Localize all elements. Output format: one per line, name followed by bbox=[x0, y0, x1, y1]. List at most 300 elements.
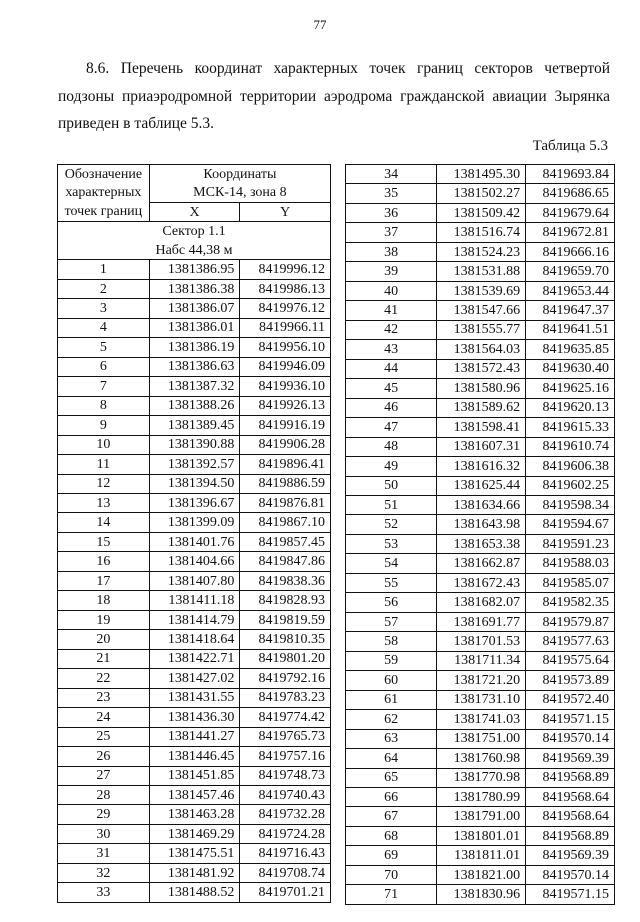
table-row bbox=[58, 824, 331, 843]
coord-y: 8419635.85 bbox=[526, 340, 615, 359]
coord-x: 1381488.52 bbox=[149, 883, 240, 902]
table-row bbox=[58, 610, 331, 629]
coord-x: 1381463.28 bbox=[149, 805, 240, 824]
point-number: 24 bbox=[58, 708, 150, 727]
coord-y: 8419568.89 bbox=[526, 768, 615, 787]
coord-x: 1381821.00 bbox=[437, 865, 526, 884]
point-number: 36 bbox=[346, 203, 437, 222]
coord-x: 1381387.32 bbox=[149, 377, 240, 396]
table-row bbox=[58, 416, 331, 435]
point-number: 5 bbox=[58, 338, 150, 357]
coord-x: 1381672.43 bbox=[437, 573, 526, 592]
coord-y: 8419986.13 bbox=[240, 279, 331, 298]
coord-x: 1381598.41 bbox=[437, 418, 526, 437]
coord-y: 8419588.03 bbox=[526, 554, 615, 573]
point-number: 49 bbox=[346, 457, 437, 476]
coord-y: 8419570.14 bbox=[526, 729, 615, 748]
table-row bbox=[346, 593, 615, 612]
point-number: 47 bbox=[346, 418, 437, 437]
point-number: 3 bbox=[58, 299, 150, 318]
paragraph bbox=[58, 55, 610, 138]
table-row bbox=[58, 455, 331, 474]
coord-x: 1381721.20 bbox=[437, 671, 526, 690]
coord-x: 1381801.01 bbox=[437, 826, 526, 845]
point-number: 53 bbox=[346, 534, 437, 553]
coord-x: 1381394.50 bbox=[149, 474, 240, 493]
coord-x: 1381502.27 bbox=[437, 184, 526, 203]
table-row bbox=[346, 768, 615, 787]
coord-y: 8419792.16 bbox=[240, 669, 331, 688]
coord-x: 1381691.77 bbox=[437, 612, 526, 631]
table-row bbox=[58, 493, 331, 512]
coord-x: 1381731.10 bbox=[437, 690, 526, 709]
coord-y: 8419757.16 bbox=[240, 747, 331, 766]
point-number: 63 bbox=[346, 729, 437, 748]
coord-x: 1381495.30 bbox=[437, 165, 526, 184]
point-number: 52 bbox=[346, 515, 437, 534]
table-row bbox=[58, 786, 331, 805]
coord-x: 1381616.32 bbox=[437, 457, 526, 476]
coord-y: 8419610.74 bbox=[526, 437, 615, 456]
coord-x: 1381791.00 bbox=[437, 807, 526, 826]
coord-y: 8419783.23 bbox=[240, 688, 331, 707]
page-number: 77 bbox=[313, 17, 327, 32]
table-row bbox=[346, 262, 615, 281]
coord-x: 1381386.19 bbox=[149, 338, 240, 357]
table-row bbox=[346, 242, 615, 261]
coord-y: 8419765.73 bbox=[240, 727, 331, 746]
coord-y: 8419701.21 bbox=[240, 883, 331, 902]
point-number: 57 bbox=[346, 612, 437, 631]
point-number: 18 bbox=[58, 591, 150, 610]
point-number: 65 bbox=[346, 768, 437, 787]
point-number: 67 bbox=[346, 807, 437, 826]
table-row bbox=[346, 573, 615, 592]
table-row bbox=[58, 630, 331, 649]
point-number: 40 bbox=[346, 281, 437, 300]
coord-y: 8419916.19 bbox=[240, 416, 331, 435]
coord-y: 8419679.64 bbox=[526, 203, 615, 222]
point-number: 43 bbox=[346, 340, 437, 359]
coord-x: 1381811.01 bbox=[437, 846, 526, 865]
table-row bbox=[346, 554, 615, 573]
point-number: 14 bbox=[58, 513, 150, 532]
table-row bbox=[58, 552, 331, 571]
table-header-row bbox=[58, 183, 331, 202]
coord-x: 1381780.99 bbox=[437, 788, 526, 807]
coord-x: 1381388.26 bbox=[149, 396, 240, 415]
coord-x: 1381418.64 bbox=[149, 630, 240, 649]
coord-x: 1381555.77 bbox=[437, 320, 526, 339]
table-row bbox=[58, 377, 331, 396]
table-row bbox=[346, 398, 615, 417]
table-row bbox=[58, 513, 331, 532]
table-row bbox=[346, 632, 615, 651]
table-row bbox=[58, 591, 331, 610]
table-row bbox=[346, 710, 615, 729]
table-row bbox=[346, 690, 615, 709]
coord-y: 8419598.34 bbox=[526, 495, 615, 514]
point-number: 71 bbox=[346, 885, 437, 904]
coord-y: 8419666.16 bbox=[526, 242, 615, 261]
sector-row bbox=[58, 241, 331, 260]
table-row bbox=[58, 747, 331, 766]
coord-x: 1381701.53 bbox=[437, 632, 526, 651]
point-number: 34 bbox=[346, 165, 437, 184]
point-number: 61 bbox=[346, 690, 437, 709]
coord-y: 8419625.16 bbox=[526, 379, 615, 398]
coord-x: 1381451.85 bbox=[149, 766, 240, 785]
point-number: 50 bbox=[346, 476, 437, 495]
table-row bbox=[346, 729, 615, 748]
point-number: 51 bbox=[346, 495, 437, 514]
coord-x: 1381390.88 bbox=[149, 435, 240, 454]
coord-y: 8419568.64 bbox=[526, 807, 615, 826]
point-number: 2 bbox=[58, 279, 150, 298]
table-row bbox=[58, 260, 331, 279]
coord-y: 8419615.33 bbox=[526, 418, 615, 437]
coord-y: 8419936.10 bbox=[240, 377, 331, 396]
coord-x: 1381386.95 bbox=[149, 260, 240, 279]
table-row bbox=[58, 649, 331, 668]
point-number: 59 bbox=[346, 651, 437, 670]
table-row bbox=[346, 184, 615, 203]
header-point-designation-3: точек границ bbox=[58, 202, 150, 221]
coord-y: 8419570.14 bbox=[526, 865, 615, 884]
coord-y: 8419569.39 bbox=[526, 846, 615, 865]
coord-x: 1381386.63 bbox=[149, 357, 240, 376]
coord-y: 8419585.07 bbox=[526, 573, 615, 592]
coord-y: 8419732.28 bbox=[240, 805, 331, 824]
coord-x: 1381741.03 bbox=[437, 710, 526, 729]
table-row bbox=[58, 318, 331, 337]
coord-y: 8419926.13 bbox=[240, 396, 331, 415]
point-number: 32 bbox=[58, 863, 150, 882]
coord-x: 1381386.07 bbox=[149, 299, 240, 318]
coord-y: 8419867.10 bbox=[240, 513, 331, 532]
table-row bbox=[346, 807, 615, 826]
point-number: 55 bbox=[346, 573, 437, 592]
coord-y: 8419594.67 bbox=[526, 515, 615, 534]
table-row bbox=[58, 669, 331, 688]
table-row bbox=[58, 708, 331, 727]
coord-y: 8419686.65 bbox=[526, 184, 615, 203]
coord-x: 1381414.79 bbox=[149, 610, 240, 629]
coord-x: 1381634.66 bbox=[437, 495, 526, 514]
coord-y: 8419606.38 bbox=[526, 457, 615, 476]
point-number: 9 bbox=[58, 416, 150, 435]
coord-x: 1381475.51 bbox=[149, 844, 240, 863]
coord-y: 8419582.35 bbox=[526, 593, 615, 612]
table-row bbox=[58, 279, 331, 298]
coord-x: 1381404.66 bbox=[149, 552, 240, 571]
coordinates-table-left bbox=[57, 164, 331, 903]
point-number: 6 bbox=[58, 357, 150, 376]
coord-y: 8419996.12 bbox=[240, 260, 331, 279]
coord-y: 8419896.41 bbox=[240, 455, 331, 474]
coord-x: 1381431.55 bbox=[149, 688, 240, 707]
coord-y: 8419876.81 bbox=[240, 493, 331, 512]
point-number: 7 bbox=[58, 377, 150, 396]
table-row bbox=[58, 688, 331, 707]
coord-y: 8419716.43 bbox=[240, 844, 331, 863]
point-number: 66 bbox=[346, 788, 437, 807]
table-row bbox=[346, 437, 615, 456]
table-row bbox=[346, 865, 615, 884]
table-row bbox=[58, 338, 331, 357]
coord-y: 8419620.13 bbox=[526, 398, 615, 417]
table-row bbox=[58, 299, 331, 318]
coord-y: 8419571.15 bbox=[526, 885, 615, 904]
point-number: 56 bbox=[346, 593, 437, 612]
table-header-row bbox=[58, 165, 331, 184]
coord-y: 8419647.37 bbox=[526, 301, 615, 320]
point-number: 17 bbox=[58, 571, 150, 590]
table-row bbox=[58, 435, 331, 454]
point-number: 8 bbox=[58, 396, 150, 415]
point-number: 10 bbox=[58, 435, 150, 454]
coord-x: 1381446.45 bbox=[149, 747, 240, 766]
coord-y: 8419828.93 bbox=[240, 591, 331, 610]
point-number: 35 bbox=[346, 184, 437, 203]
point-number: 12 bbox=[58, 474, 150, 493]
coord-y: 8419571.15 bbox=[526, 710, 615, 729]
coord-x: 1381572.43 bbox=[437, 359, 526, 378]
table-row bbox=[58, 396, 331, 415]
coord-x: 1381662.87 bbox=[437, 554, 526, 573]
coord-x: 1381524.23 bbox=[437, 242, 526, 261]
coord-y: 8419572.40 bbox=[526, 690, 615, 709]
coord-x: 1381457.46 bbox=[149, 786, 240, 805]
coord-x: 1381386.01 bbox=[149, 318, 240, 337]
point-number: 33 bbox=[58, 883, 150, 902]
coord-x: 1381580.96 bbox=[437, 379, 526, 398]
coord-x: 1381682.07 bbox=[437, 593, 526, 612]
table-row bbox=[346, 165, 615, 184]
table-row bbox=[58, 532, 331, 551]
table-row bbox=[346, 223, 615, 242]
table-row bbox=[346, 612, 615, 631]
point-number: 30 bbox=[58, 824, 150, 843]
point-number: 42 bbox=[346, 320, 437, 339]
table-row bbox=[346, 495, 615, 514]
coord-x: 1381422.71 bbox=[149, 649, 240, 668]
coord-y: 8419630.40 bbox=[526, 359, 615, 378]
table-row bbox=[346, 651, 615, 670]
coord-y: 8419976.12 bbox=[240, 299, 331, 318]
coord-y: 8419847.86 bbox=[240, 552, 331, 571]
point-number: 16 bbox=[58, 552, 150, 571]
table-row bbox=[346, 671, 615, 690]
coord-y: 8419774.42 bbox=[240, 708, 331, 727]
header-y: Y bbox=[240, 202, 331, 221]
point-number: 69 bbox=[346, 846, 437, 865]
coord-y: 8419819.59 bbox=[240, 610, 331, 629]
table-row bbox=[346, 476, 615, 495]
header-point-designation: Обозначение bbox=[58, 165, 150, 184]
header-x: X bbox=[149, 202, 240, 221]
coord-x: 1381436.30 bbox=[149, 708, 240, 727]
point-number: 25 bbox=[58, 727, 150, 746]
point-number: 41 bbox=[346, 301, 437, 320]
point-number: 44 bbox=[346, 359, 437, 378]
paragraph-text: 8.6. Перечень координат характерных точек границ секторов четвертой подзоны приаэродромной территории аэродрома гражданской авиации Зырянка приведен в таблице 5.3. bbox=[58, 60, 610, 132]
table-row bbox=[346, 534, 615, 553]
table-row bbox=[58, 727, 331, 746]
coordinates-table-right bbox=[345, 164, 615, 905]
table-row bbox=[58, 805, 331, 824]
table-row bbox=[346, 846, 615, 865]
table-row bbox=[58, 883, 331, 902]
coord-x: 1381760.98 bbox=[437, 749, 526, 768]
coord-x: 1381770.98 bbox=[437, 768, 526, 787]
coord-x: 1381625.44 bbox=[437, 476, 526, 495]
coord-y: 8419575.64 bbox=[526, 651, 615, 670]
table-row bbox=[346, 885, 615, 904]
sector-name: Сектор 1.1 bbox=[58, 222, 331, 241]
table-caption: Таблица 5.3 bbox=[532, 138, 608, 154]
coord-y: 8419748.73 bbox=[240, 766, 331, 785]
coord-y: 8419577.63 bbox=[526, 632, 615, 651]
coord-x: 1381607.31 bbox=[437, 437, 526, 456]
coord-x: 1381539.69 bbox=[437, 281, 526, 300]
coord-y: 8419569.39 bbox=[526, 749, 615, 768]
point-number: 70 bbox=[346, 865, 437, 884]
coord-y: 8419653.44 bbox=[526, 281, 615, 300]
coord-x: 1381516.74 bbox=[437, 223, 526, 242]
coord-y: 8419708.74 bbox=[240, 863, 331, 882]
coord-x: 1381407.80 bbox=[149, 571, 240, 590]
point-number: 13 bbox=[58, 493, 150, 512]
coord-x: 1381751.00 bbox=[437, 729, 526, 748]
table-row bbox=[346, 281, 615, 300]
table-row bbox=[58, 571, 331, 590]
point-number: 46 bbox=[346, 398, 437, 417]
coord-y: 8419568.89 bbox=[526, 826, 615, 845]
coord-y: 8419641.51 bbox=[526, 320, 615, 339]
coord-x: 1381401.76 bbox=[149, 532, 240, 551]
coord-y: 8419568.64 bbox=[526, 788, 615, 807]
table-row bbox=[346, 788, 615, 807]
table-row bbox=[58, 844, 331, 863]
point-number: 22 bbox=[58, 669, 150, 688]
point-number: 54 bbox=[346, 554, 437, 573]
point-number: 26 bbox=[58, 747, 150, 766]
header-coordinates: Координаты bbox=[149, 165, 330, 184]
table-row bbox=[346, 749, 615, 768]
coord-y: 8419966.11 bbox=[240, 318, 331, 337]
header-point-designation-2: характерных bbox=[58, 183, 150, 202]
coord-y: 8419602.25 bbox=[526, 476, 615, 495]
point-number: 64 bbox=[346, 749, 437, 768]
table-row bbox=[346, 418, 615, 437]
coord-y: 8419886.59 bbox=[240, 474, 331, 493]
table-row bbox=[346, 320, 615, 339]
coord-y: 8419810.35 bbox=[240, 630, 331, 649]
coord-y: 8419838.36 bbox=[240, 571, 331, 590]
coord-y: 8419801.20 bbox=[240, 649, 331, 668]
coord-y: 8419591.23 bbox=[526, 534, 615, 553]
coord-y: 8419906.28 bbox=[240, 435, 331, 454]
coord-y: 8419857.45 bbox=[240, 532, 331, 551]
coord-x: 1381399.09 bbox=[149, 513, 240, 532]
table-row bbox=[58, 766, 331, 785]
point-number: 4 bbox=[58, 318, 150, 337]
point-number: 11 bbox=[58, 455, 150, 474]
coord-x: 1381711.34 bbox=[437, 651, 526, 670]
coord-x: 1381589.62 bbox=[437, 398, 526, 417]
table-row bbox=[346, 203, 615, 222]
sector-row bbox=[58, 222, 331, 241]
point-number: 45 bbox=[346, 379, 437, 398]
point-number: 15 bbox=[58, 532, 150, 551]
point-number: 68 bbox=[346, 826, 437, 845]
coord-x: 1381830.96 bbox=[437, 885, 526, 904]
coord-x: 1381643.98 bbox=[437, 515, 526, 534]
table-row bbox=[346, 301, 615, 320]
table-row bbox=[346, 379, 615, 398]
point-number: 31 bbox=[58, 844, 150, 863]
point-number: 28 bbox=[58, 786, 150, 805]
table-row bbox=[346, 826, 615, 845]
point-number: 21 bbox=[58, 649, 150, 668]
point-number: 39 bbox=[346, 262, 437, 281]
coord-x: 1381509.42 bbox=[437, 203, 526, 222]
point-number: 23 bbox=[58, 688, 150, 707]
point-number: 20 bbox=[58, 630, 150, 649]
point-number: 37 bbox=[346, 223, 437, 242]
coord-x: 1381427.02 bbox=[149, 669, 240, 688]
point-number: 27 bbox=[58, 766, 150, 785]
coord-y: 8419724.28 bbox=[240, 824, 331, 843]
point-number: 19 bbox=[58, 610, 150, 629]
point-number: 48 bbox=[346, 437, 437, 456]
coord-x: 1381547.66 bbox=[437, 301, 526, 320]
coord-x: 1381386.38 bbox=[149, 279, 240, 298]
coord-y: 8419579.87 bbox=[526, 612, 615, 631]
coord-x: 1381411.18 bbox=[149, 591, 240, 610]
coord-y: 8419946.09 bbox=[240, 357, 331, 376]
coord-x: 1381531.88 bbox=[437, 262, 526, 281]
point-number: 38 bbox=[346, 242, 437, 261]
coord-y: 8419740.43 bbox=[240, 786, 331, 805]
table-row bbox=[58, 357, 331, 376]
table-row bbox=[58, 863, 331, 882]
table-row bbox=[346, 515, 615, 534]
coord-x: 1381564.03 bbox=[437, 340, 526, 359]
coord-x: 1381441.27 bbox=[149, 727, 240, 746]
header-coordinate-system: МСК-14, зона 8 bbox=[149, 183, 330, 202]
coord-y: 8419573.89 bbox=[526, 671, 615, 690]
coord-y: 8419693.84 bbox=[526, 165, 615, 184]
coord-x: 1381469.29 bbox=[149, 824, 240, 843]
coord-x: 1381653.38 bbox=[437, 534, 526, 553]
table-row bbox=[346, 359, 615, 378]
sector-height: Набс 44,38 м bbox=[58, 241, 331, 260]
table-header-row bbox=[58, 202, 331, 221]
point-number: 62 bbox=[346, 710, 437, 729]
coord-x: 1381389.45 bbox=[149, 416, 240, 435]
coord-y: 8419672.81 bbox=[526, 223, 615, 242]
coord-x: 1381396.67 bbox=[149, 493, 240, 512]
point-number: 29 bbox=[58, 805, 150, 824]
table-row bbox=[346, 457, 615, 476]
table-row bbox=[346, 340, 615, 359]
coord-x: 1381481.92 bbox=[149, 863, 240, 882]
coord-y: 8419659.70 bbox=[526, 262, 615, 281]
table-row bbox=[58, 474, 331, 493]
coord-x: 1381392.57 bbox=[149, 455, 240, 474]
